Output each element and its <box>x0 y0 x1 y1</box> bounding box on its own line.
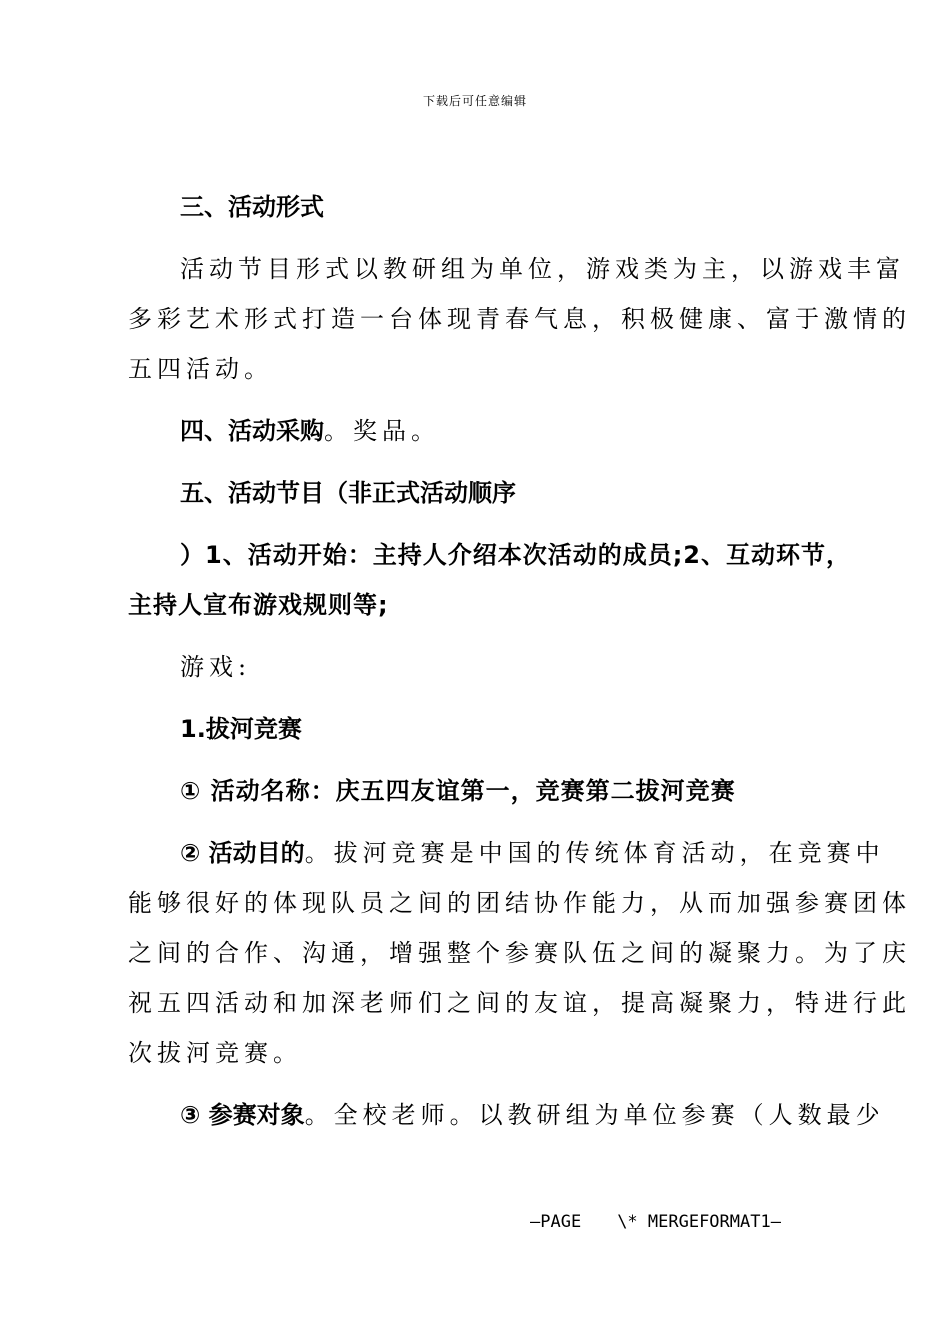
page-header: 下载后可任意编辑 <box>422 94 527 108</box>
section-line-4 <box>180 416 440 446</box>
participants-label: ③ 参赛对象 <box>180 1101 305 1129</box>
participants-text: 。全校老师。以教研组为单位参赛（人数最少 <box>304 1101 885 1129</box>
paragraph-line: 之间的合作、沟通，增强整个参赛队伍之间的凝聚力。为了庆 <box>128 939 911 967</box>
game-item-participants <box>180 1100 885 1130</box>
paragraph-line: 多彩艺术形式打造一台体现青春气息，积极健康、富于激情的 <box>128 305 911 333</box>
paragraph-line: 活动节目形式以教研组为单位，游戏类为主，以游戏丰富 <box>180 255 905 283</box>
section-heading-3: 三、活动形式 <box>180 193 324 221</box>
section-heading-4: 四、活动采购 <box>180 417 324 445</box>
game-title: 1.拔河竞赛 <box>180 715 302 743</box>
section-heading-5: 五、活动节目（非正式活动顺序 <box>180 479 516 507</box>
paragraph-line: 五四活动。 <box>128 355 273 383</box>
game-item-purpose <box>180 838 885 868</box>
paragraph-line: 祝五四活动和加深老师们之间的友谊，提高凝聚力，特进行此 <box>128 989 911 1017</box>
footer-page: —PAGE <box>530 1212 582 1232</box>
paragraph-line: 能够很好的体现队员之间的团结协作能力，从而加强参赛团体 <box>128 889 911 917</box>
paragraph-line: 次拔河竞赛。 <box>128 1039 302 1067</box>
section5-line: ）1、活动开始：主持人介绍本次活动的成员;2、互动环节， <box>180 541 851 569</box>
purpose-label: ② 活动目的 <box>180 839 305 867</box>
games-label: 游戏: <box>180 653 252 681</box>
section5-line: 主持人宣布游戏规则等; <box>128 591 389 619</box>
game-item-name: ① 活动名称：庆五四友谊第一，竞赛第二拔河竞赛 <box>180 777 736 805</box>
page-footer <box>530 1212 781 1232</box>
purpose-text: 。拔河竞赛是中国的传统体育活动，在竞赛中 <box>304 839 885 867</box>
footer-field: \* MERGEFORMAT1— <box>617 1212 781 1232</box>
section-text-4: 。奖品。 <box>324 417 440 445</box>
